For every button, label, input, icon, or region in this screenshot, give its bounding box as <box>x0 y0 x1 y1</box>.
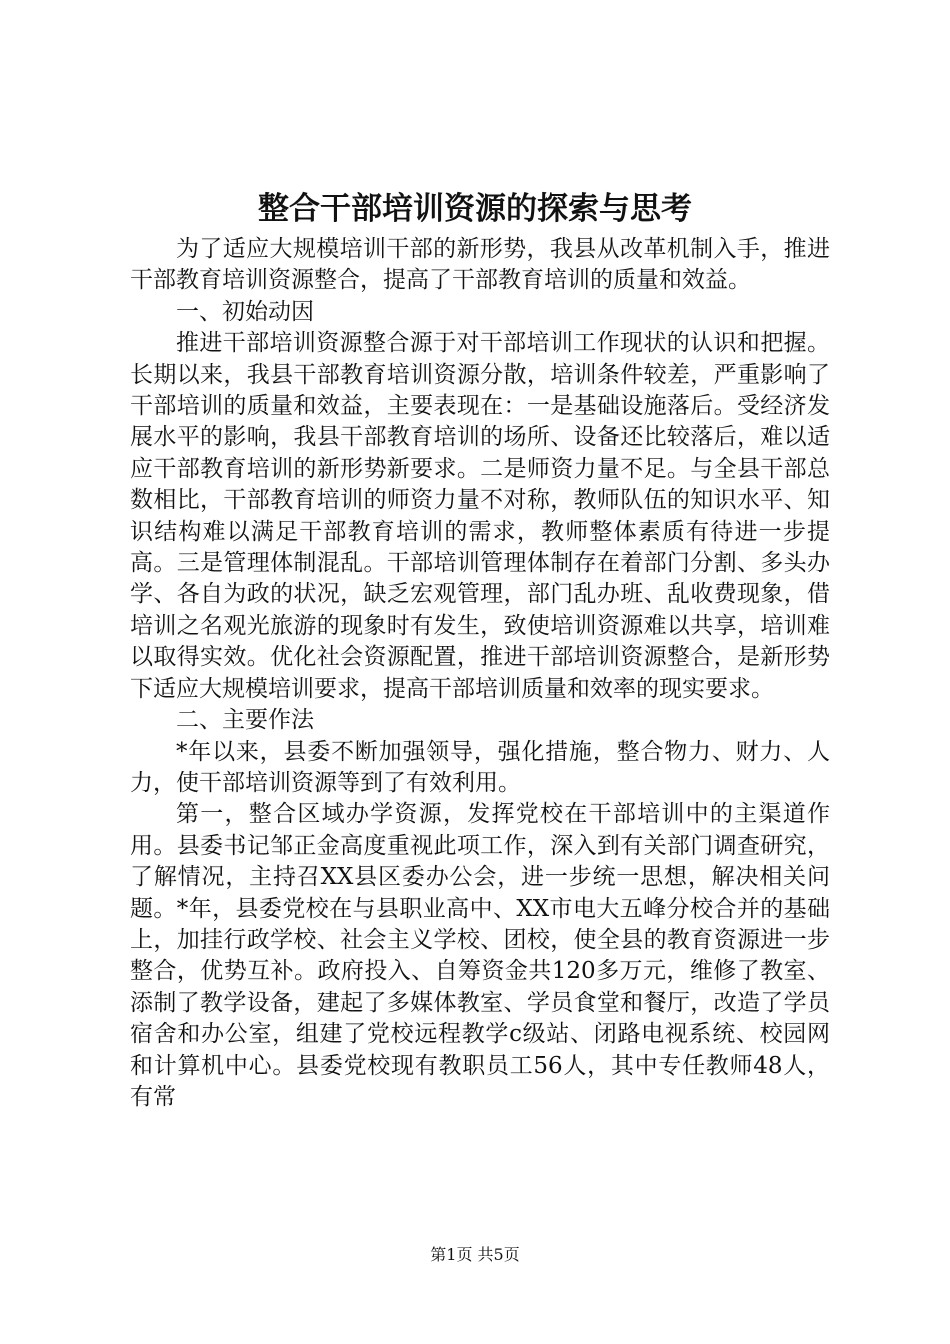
paragraph-first-measure: 第一，整合区域办学资源，发挥党校在干部培训中的主渠道作用。县委书记邹正金高度重视此项工作，深入到有关部门调查研究，了解情况，主持召XX县区委办公会，进一步统一思想，解决相关问题。*年，县委党校在与县职业高中、XX市电大五峰分校合并的基础上，加挂行政学校、社会主义学校、团校，使全县的教育资源进一步整合，优势互补。政府投入、自筹资金共120多万元，维修了教室、添制了教学设备，建起了多媒体教室、学员食堂和餐厅，改造了学员宿舍和办公室，组建了党校远程教学c级站、闭路电视系统、校园网和计算机中心。县委党校现有教职员工56人，其中专任教师48人，有常 <box>130 801 830 1110</box>
paragraph-motivation: 推进干部培训资源整合源于对干部培训工作现状的认识和把握。长期以来，我县干部教育培训资源分散，培训条件较差，严重影响了干部培训的质量和效益，主要表现在：一是基础设施落后。受经济发展水平的影响，我县干部教育培训的场所、设备还比较落后，难以适应干部教育培训的新形势新要求。二是师资力量不足。与全县干部总数相比，干部教育培训的师资力量不对称，教师队伍的知识水平、知识结构难以满足干部教育培训的需求，教师整体素质有待进一步提高。三是管理体制混乱。干部培训管理体制存在着部门分割、多头办学、各自为政的状况，缺乏宏观管理，部门乱办班、乱收费现象，借培训之名观光旅游的现象时有发生，致使培训资源难以共享，培训难以取得实效。优化社会资源配置，推进干部培训资源整合，是新形势下适应大规模培训要求，提高干部培训质量和效率的现实要求。 <box>130 330 830 702</box>
section-heading-2: 二、主要作法 <box>176 707 314 734</box>
document-body <box>130 234 830 1113</box>
paragraph-overview: *年以来，县委不断加强领导，强化措施，整合物力、财力、人力，使干部培训资源等到了有效利用。 <box>130 738 830 796</box>
paragraph-intro: 为了适应大规模培训干部的新形势，我县从改革机制入手，推进干部教育培训资源整合，提高了干部教育培训的质量和效益。 <box>130 236 830 294</box>
page-number-footer: 第1页 共5页 <box>430 1245 520 1264</box>
document-title: 整合干部培训资源的探索与思考 <box>258 191 692 227</box>
section-heading-1: 一、初始动因 <box>176 298 314 325</box>
